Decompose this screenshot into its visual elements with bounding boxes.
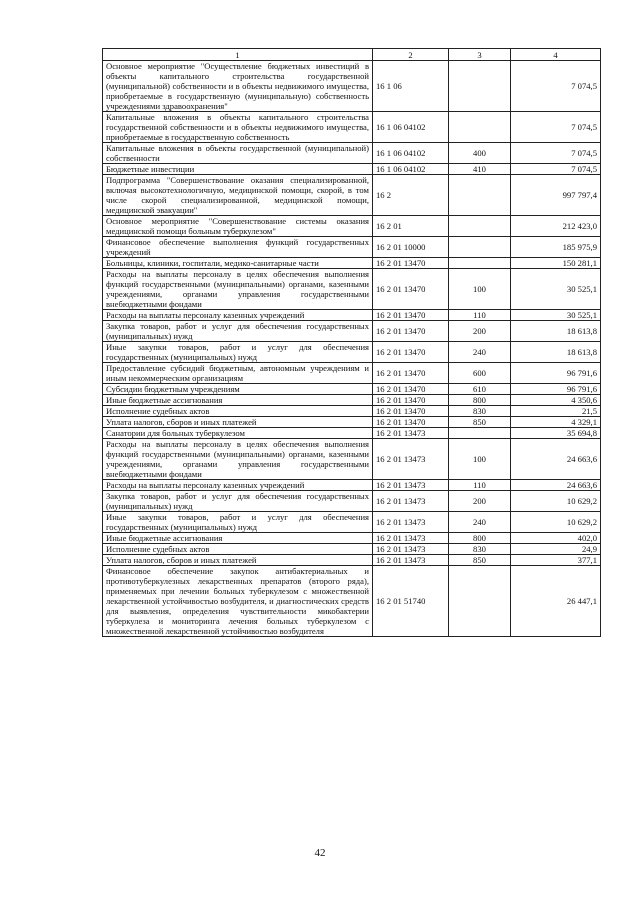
row-target-code: 16 2 01 13470 bbox=[373, 395, 449, 406]
row-amount: 377,1 bbox=[511, 555, 601, 566]
row-expense-type: 850 bbox=[449, 417, 511, 428]
row-target-code: 16 2 bbox=[373, 175, 449, 216]
row-description: Основное мероприятие "Совершенствование системы оказания медицинской помощи больным туберкулезом" bbox=[103, 216, 373, 237]
row-amount: 150 281,1 bbox=[511, 258, 601, 269]
row-description: Подпрограмма "Совершенствование оказания специализированной, включая высокотехнологичную, медицинской помощи, скорой, в том числе скорой специализированной, медицинской помощи, медицинской эвакуации" bbox=[103, 175, 373, 216]
row-expense-type bbox=[449, 112, 511, 143]
table-row bbox=[103, 512, 601, 533]
header-col-4: 4 bbox=[511, 49, 601, 61]
table-row bbox=[103, 112, 601, 143]
row-target-code: 16 2 01 13470 bbox=[373, 269, 449, 310]
row-expense-type: 410 bbox=[449, 164, 511, 175]
row-expense-type: 850 bbox=[449, 555, 511, 566]
row-expense-type: 110 bbox=[449, 310, 511, 321]
row-amount: 96 791,6 bbox=[511, 384, 601, 395]
row-amount: 35 694,8 bbox=[511, 428, 601, 439]
row-amount: 10 629,2 bbox=[511, 512, 601, 533]
row-amount: 7 074,5 bbox=[511, 61, 601, 112]
table-row bbox=[103, 533, 601, 544]
row-expense-type: 200 bbox=[449, 321, 511, 342]
row-expense-type: 240 bbox=[449, 512, 511, 533]
row-amount: 7 074,5 bbox=[511, 143, 601, 164]
row-description: Капитальные вложения в объекты капитального строительства государственной собственности и в объекты недвижимого имущества, приобретаемые в государственную собственность bbox=[103, 112, 373, 143]
row-expense-type bbox=[449, 216, 511, 237]
row-amount: 7 074,5 bbox=[511, 112, 601, 143]
page-number: 42 bbox=[314, 847, 326, 859]
row-target-code: 16 2 01 13470 bbox=[373, 321, 449, 342]
table-row bbox=[103, 480, 601, 491]
table-row bbox=[103, 175, 601, 216]
row-target-code: 16 1 06 bbox=[373, 61, 449, 112]
row-expense-type: 200 bbox=[449, 491, 511, 512]
table-row bbox=[103, 406, 601, 417]
row-expense-type: 830 bbox=[449, 544, 511, 555]
table-row bbox=[103, 216, 601, 237]
row-expense-type bbox=[449, 258, 511, 269]
row-description: Иные бюджетные ассигнования bbox=[103, 395, 373, 406]
row-description: Расходы на выплаты персоналу казенных учреждений bbox=[103, 480, 373, 491]
row-target-code: 16 2 01 13473 bbox=[373, 480, 449, 491]
row-amount: 21,5 bbox=[511, 406, 601, 417]
row-expense-type: 240 bbox=[449, 342, 511, 363]
table-row bbox=[103, 321, 601, 342]
header-col-2: 2 bbox=[373, 49, 449, 61]
table-row bbox=[103, 491, 601, 512]
row-description: Санатории для больных туберкулезом bbox=[103, 428, 373, 439]
row-description: Иные закупки товаров, работ и услуг для обеспечения государственных (муниципальных) нужд bbox=[103, 512, 373, 533]
row-amount: 24 663,6 bbox=[511, 439, 601, 480]
row-amount: 402,0 bbox=[511, 533, 601, 544]
row-target-code: 16 2 01 13470 bbox=[373, 406, 449, 417]
row-expense-type: 100 bbox=[449, 269, 511, 310]
row-target-code: 16 2 01 13470 bbox=[373, 258, 449, 269]
table-row bbox=[103, 61, 601, 112]
row-amount: 24 663,6 bbox=[511, 480, 601, 491]
row-description: Уплата налогов, сборов и иных платежей bbox=[103, 555, 373, 566]
row-amount: 30 525,1 bbox=[511, 310, 601, 321]
budget-table-container bbox=[102, 48, 600, 637]
row-target-code: 16 2 01 13473 bbox=[373, 512, 449, 533]
row-description: Закупка товаров, работ и услуг для обеспечения государственных (муниципальных) нужд bbox=[103, 491, 373, 512]
table-row bbox=[103, 269, 601, 310]
row-expense-type: 100 bbox=[449, 439, 511, 480]
row-expense-type: 830 bbox=[449, 406, 511, 417]
table-row bbox=[103, 143, 601, 164]
row-description: Исполнение судебных актов bbox=[103, 406, 373, 417]
row-description: Капитальные вложения в объекты государственной (муниципальной) собственности bbox=[103, 143, 373, 164]
row-expense-type: 110 bbox=[449, 480, 511, 491]
row-amount: 18 613,8 bbox=[511, 321, 601, 342]
row-description: Расходы на выплаты персоналу в целях обеспечения выполнения функций государственными (муниципальными) органами, казенными учреждениями, органами управления государственными внебюджетными фондами bbox=[103, 269, 373, 310]
table-row bbox=[103, 428, 601, 439]
row-description: Исполнение судебных актов bbox=[103, 544, 373, 555]
row-expense-type: 610 bbox=[449, 384, 511, 395]
row-target-code: 16 2 01 13473 bbox=[373, 491, 449, 512]
row-description: Основное мероприятие "Осуществление бюджетных инвестиций в объекты капитального строительства государственной (муниципальной) собственности и в объекты недвижимого имущества, приобретаемые в государственную (муниципальную) собственность учреждениями здравоохранения" bbox=[103, 61, 373, 112]
row-amount: 10 629,2 bbox=[511, 491, 601, 512]
row-target-code: 16 2 01 13470 bbox=[373, 384, 449, 395]
table-row bbox=[103, 395, 601, 406]
row-amount: 4 329,1 bbox=[511, 417, 601, 428]
row-target-code: 16 2 01 10000 bbox=[373, 237, 449, 258]
row-description: Предоставление субсидий бюджетным, автономным учреждениям и иным некоммерческим организациям bbox=[103, 363, 373, 384]
row-target-code: 16 2 01 13470 bbox=[373, 417, 449, 428]
header-col-3: 3 bbox=[449, 49, 511, 61]
row-expense-type: 600 bbox=[449, 363, 511, 384]
row-expense-type bbox=[449, 428, 511, 439]
table-body bbox=[103, 61, 601, 637]
row-amount: 7 074,5 bbox=[511, 164, 601, 175]
budget-table bbox=[102, 48, 601, 637]
row-description: Расходы на выплаты персоналу в целях обеспечения выполнения функций государственными (муниципальными) органами, казенными учреждениями, органами управления государственными внебюджетными фондами bbox=[103, 439, 373, 480]
row-description: Больницы, клиники, госпитали, медико-санитарные части bbox=[103, 258, 373, 269]
table-row bbox=[103, 544, 601, 555]
row-target-code: 16 2 01 13473 bbox=[373, 428, 449, 439]
row-target-code: 16 1 06 04102 bbox=[373, 112, 449, 143]
table-row bbox=[103, 342, 601, 363]
row-description: Бюджетные инвестиции bbox=[103, 164, 373, 175]
row-expense-type bbox=[449, 566, 511, 637]
row-amount: 24,9 bbox=[511, 544, 601, 555]
row-target-code: 16 2 01 13470 bbox=[373, 363, 449, 384]
row-expense-type bbox=[449, 237, 511, 258]
header-col-1: 1 bbox=[103, 49, 373, 61]
header-row bbox=[103, 49, 601, 61]
row-amount: 18 613,8 bbox=[511, 342, 601, 363]
table-row bbox=[103, 384, 601, 395]
row-description: Иные бюджетные ассигнования bbox=[103, 533, 373, 544]
table-row bbox=[103, 258, 601, 269]
table-row bbox=[103, 439, 601, 480]
row-expense-type: 800 bbox=[449, 395, 511, 406]
row-expense-type: 400 bbox=[449, 143, 511, 164]
row-amount: 30 525,1 bbox=[511, 269, 601, 310]
row-amount: 997 797,4 bbox=[511, 175, 601, 216]
row-amount: 96 791,6 bbox=[511, 363, 601, 384]
row-description: Иные закупки товаров, работ и услуг для обеспечения государственных (муниципальных) нужд bbox=[103, 342, 373, 363]
table-row bbox=[103, 417, 601, 428]
row-target-code: 16 2 01 13470 bbox=[373, 310, 449, 321]
row-target-code: 16 2 01 13473 bbox=[373, 544, 449, 555]
row-amount: 26 447,1 bbox=[511, 566, 601, 637]
row-description: Расходы на выплаты персоналу казенных учреждений bbox=[103, 310, 373, 321]
row-description: Финансовое обеспечение выполнения функций государственных учреждений bbox=[103, 237, 373, 258]
row-target-code: 16 2 01 51740 bbox=[373, 566, 449, 637]
row-amount: 185 975,9 bbox=[511, 237, 601, 258]
row-description: Уплата налогов, сборов и иных платежей bbox=[103, 417, 373, 428]
row-expense-type: 800 bbox=[449, 533, 511, 544]
row-description: Финансовое обеспечение закупок антибактериальных и противотуберкулезных лекарственных препаратов (второго ряда), применяемых при лечении больных туберкулезом с множественной лекарственной устойчивостью возбудителя, и диагностических средств для выявления, определения чувствительности микобактерии туберкулеза и мониторинга лечения больных туберкулезом с множественной лекарственной устойчивостью возбудителя bbox=[103, 566, 373, 637]
row-target-code: 16 2 01 13473 bbox=[373, 555, 449, 566]
row-description: Закупка товаров, работ и услуг для обеспечения государственных (муниципальных) нужд bbox=[103, 321, 373, 342]
row-target-code: 16 2 01 13473 bbox=[373, 439, 449, 480]
row-target-code: 16 2 01 13473 bbox=[373, 533, 449, 544]
row-expense-type bbox=[449, 61, 511, 112]
row-target-code: 16 2 01 bbox=[373, 216, 449, 237]
row-description: Субсидии бюджетным учреждениям bbox=[103, 384, 373, 395]
row-amount: 4 350,6 bbox=[511, 395, 601, 406]
row-target-code: 16 1 06 04102 bbox=[373, 164, 449, 175]
row-target-code: 16 2 01 13470 bbox=[373, 342, 449, 363]
row-target-code: 16 1 06 04102 bbox=[373, 143, 449, 164]
row-amount: 212 423,0 bbox=[511, 216, 601, 237]
table-row bbox=[103, 555, 601, 566]
table-row bbox=[103, 310, 601, 321]
table-row bbox=[103, 164, 601, 175]
table-row bbox=[103, 237, 601, 258]
row-expense-type bbox=[449, 175, 511, 216]
table-row bbox=[103, 363, 601, 384]
table-row bbox=[103, 566, 601, 637]
